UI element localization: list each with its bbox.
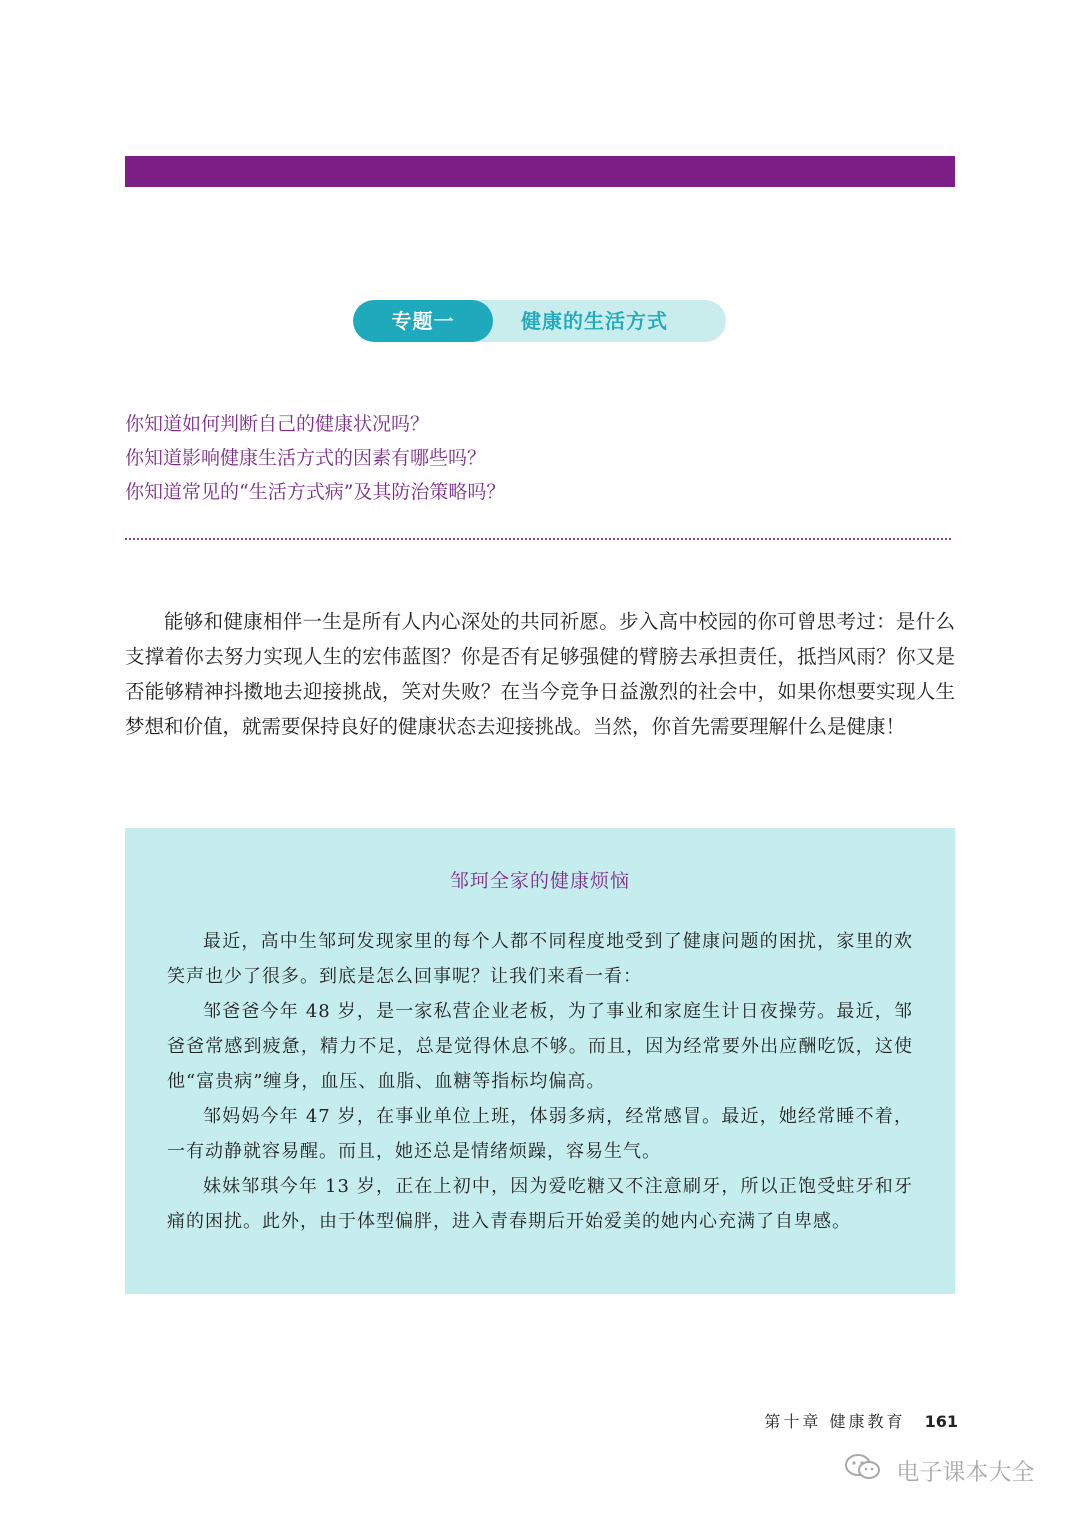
- chapter-title: 第十章 健康教育: [764, 1412, 906, 1431]
- intro-paragraph: 能够和健康相伴一生是所有人内心深处的共同祈愿。步入高中校园的你可曾思考过：是什么支撑着你去努力实现人生的宏伟蓝图？你是否有足够强健的臂膀去承担责任，抵挡风雨？你又是否能够精神抖擞地去迎接挑战，笑对失败？在当今竞争日益激烈的社会中，如果你想要实现人生梦想和价值，就需要保持良好的健康状态去迎接挑战。当然，你首先需要理解什么是健康！: [125, 610, 955, 738]
- guiding-questions: [125, 407, 955, 509]
- case-study-box: [125, 828, 955, 1294]
- question-item: 你知道如何判断自己的健康状况吗？: [125, 413, 430, 435]
- topic-label: 专题一: [353, 300, 493, 342]
- case-paragraph: 妹妹邹琪今年 13 岁，正在上初中，因为爱吃糖又不注意刷牙，所以正饱受蛀牙和牙痛的困扰。此外，由于体型偏胖，进入青春期后开始爱美的她内心充满了自卑感。: [167, 1176, 913, 1232]
- case-paragraph: 邹妈妈今年 47 岁，在事业单位上班，体弱多病，经常感冒。最近，她经常睡不着，一有动静就容易醒。而且，她还总是情绪烦躁，容易生气。: [167, 1106, 913, 1162]
- case-paragraph: 最近，高中生邹珂发现家里的每个人都不同程度地受到了健康问题的困扰，家里的欢笑声也少了很多。到底是怎么回事呢？让我们来看一看：: [167, 931, 913, 987]
- wechat-icon: [843, 1452, 883, 1493]
- question-item: 你知道常见的“生活方式病”及其防治策略吗？: [125, 481, 506, 503]
- watermark: [843, 1452, 1034, 1488]
- case-study-title: 邹珂全家的健康烦恼: [449, 870, 630, 892]
- topic-banner: [353, 300, 726, 342]
- topic-title: 健康的生活方式: [521, 309, 668, 333]
- case-study-body: [167, 924, 913, 1239]
- watermark-text: 电子课本大全: [896, 1459, 1035, 1486]
- dotted-divider: [125, 538, 951, 540]
- header-bar: [125, 156, 955, 187]
- page-footer: [764, 1408, 958, 1436]
- case-paragraph: 邹爸爸今年 48 岁，是一家私营企业老板，为了事业和家庭生计日夜操劳。最近，邹爸爸常感到疲惫，精力不足，总是觉得休息不够。而且，因为经常要外出应酬吃饭，这使他“富贵病”缠身，血压、血脂、血糖等指标均偏高。: [167, 1001, 913, 1092]
- question-item: 你知道影响健康生活方式的因素有哪些吗？: [125, 447, 487, 469]
- page-number: 161: [924, 1412, 958, 1431]
